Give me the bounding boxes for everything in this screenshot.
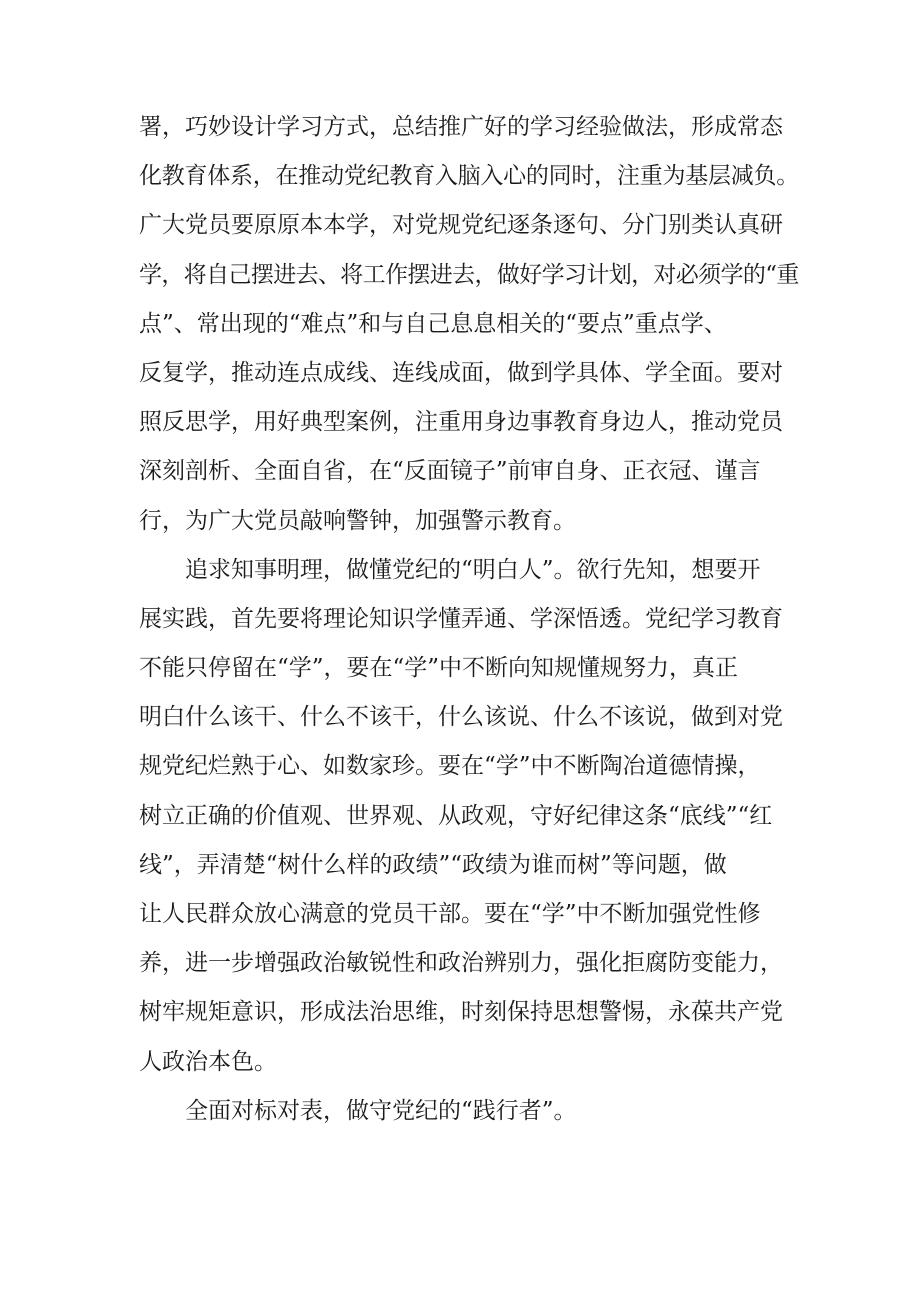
text-line: 不能只停留在“学”，要在“学”中不断向知规懂规努力，真正 [139,655,739,682]
text-line: 学，将自己摆进去、将工作摆进去，做好学习计划，对必须学的“重 [139,261,799,288]
text-line: 展实践，首先要将理论知识学懂弄通、学深悟透。党纪学习教育 [139,605,783,632]
text-line: 线”，弄清楚“树什么样的政绩”“政绩为谁而树”等问题，做 [139,851,727,878]
text-line: 署，巧妙设计学习方式，总结推广好的学习经验做法，形成常态 [139,114,783,140]
paragraph-start-line: 追求知事明理，做懂党纪的“明白人”。欲行先知，想要开 [185,556,761,583]
text-line: 明白什么该干、什么不该干，什么该说、什么不该说，做到对党 [139,704,783,731]
text-line: 人政治本色。 [139,1048,277,1075]
body-text [139,103,799,1136]
text-line: 点”、常出现的“难点”和与自己息息相关的“要点”重点学、 [139,310,727,337]
text-line: 行，为广大党员敲响警钟，加强警示教育。 [139,507,576,534]
paragraph-start-line: 全面对标对表，做守党纪的“践行者”。 [185,1097,577,1124]
text-line: 照反思学，用好典型案例，注重用身边事教育身边人，推动党员 [139,409,783,436]
text-line: 树牢规矩意识，形成法治思维，时刻保持思想警惕，永葆共产党 [139,999,783,1026]
text-line: 养，进一步增强政治敏锐性和政治辨别力，强化拒腐防变能力， [139,950,783,977]
text-line: 反复学，推动连点成线、连线成面，做到学具体、学全面。要对 [139,359,783,386]
text-line: 化教育体系，在推动党纪教育入脑入心的同时，注重为基层减负。 [139,163,799,190]
text-line: 让人民群众放心满意的党员干部。要在“学”中不断加强党性修 [139,901,761,927]
text-line: 规党纪烂熟于心、如数家珍。要在“学”中不断陶冶道德情操， [139,753,761,780]
text-line: 深刻剖析、全面自省，在“反面镜子”前审自身、正衣冠、谨言 [139,458,761,485]
text-line: 广大党员要原原本本学，对党规党纪逐条逐句、分门别类认真研 [139,212,783,239]
text-line: 树立正确的价值观、世界观、从政观，守好纪律这条“底线”“红 [139,802,773,829]
